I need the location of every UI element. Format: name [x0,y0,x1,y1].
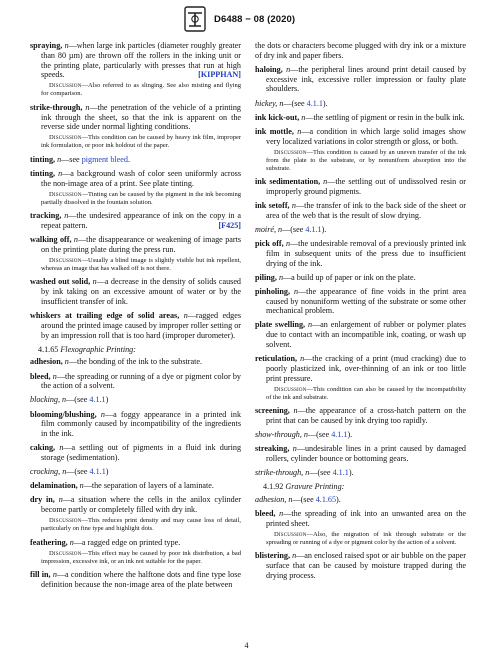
definition-text: —a condition where the halftone dots and fine type lose definition because the non-image area of the plate between [41,570,241,589]
definition-text: —the peripheral lines around print detail caused by excessive ink, excessive roller impression or faulty plate shoulders. [266,64,467,94]
glossary-entry [30,41,241,80]
discussion-note: Discussion—Tinting can be caused by the pigment in the ink becoming partially dissolved in the fountain solution. [41,190,241,206]
term: washed out solid, [30,277,91,287]
glossary-entry [255,354,466,383]
definition-text: —a build up of paper or ink on the plate. [283,272,416,282]
part-of-speech: n [292,444,297,454]
part-of-speech: n [286,64,291,74]
cross-reference-link[interactable]: 4.1.1 [331,430,348,439]
discussion-note: Discussion—This condition can also be caused by the incompatibility of the ink and substrate. [266,385,466,401]
part-of-speech: n [297,126,302,136]
cross-reference-entry: crocking, n—(see 4.1.1) [30,467,109,477]
glossary-entry [255,406,466,426]
part-of-speech: n [52,371,57,381]
cross-reference-entry: strike-through, n—(see 4.1.1). [255,468,354,478]
definition-text: —the cracking of a print (mud cracking) due to poorly plasticized ink, over-thinning of an ink or too little print pressure. [266,354,466,383]
part-of-speech: n [323,177,328,187]
definition-text: —the undesirable removal of a previously printed ink film in subsequent units of the press due to insufficient drying of the ink. [266,239,467,268]
discussion-label: Discussion [49,517,82,525]
term: ink setoff, [255,200,290,210]
term: adhesion, [255,494,287,504]
definition-text: —the settling out of undissolved resin or improperly ground pigments. [266,177,466,196]
part-of-speech: n [307,320,313,330]
part-of-speech: n [293,286,298,296]
definition-text: —an enclosed raised spot or air bubble on the paper surface that can be caused by moisture trapped during the drying process. [266,551,466,580]
discussion-note: Discussion—This reduces print density and may cause loss of detail, particularly on fine type and highlight dots. [41,517,241,533]
page-number: 4 [244,641,249,650]
term: ink sedimentation, [255,177,321,187]
part-of-speech: n [85,102,90,112]
term: show-through, [255,430,302,439]
discussion-label: Discussion [274,530,307,538]
part-of-speech: n [69,537,74,547]
part-of-speech: n [100,409,105,419]
part-of-speech: n [292,551,297,561]
part-of-speech: n [73,235,78,245]
part-of-speech: n [278,272,283,282]
part-of-speech: n [64,211,69,221]
section-heading [30,345,241,355]
definition-text: —a condition in which large solid images show very localized variations in color strength or gloss, or both. [266,126,466,146]
term: moiré, [255,224,276,234]
term: spraying, [30,41,63,50]
definition-text: —a situation where the cells in the anilox cylinder become partly or completely filled with dry ink. [41,495,242,515]
definition-text: —the undesired appearance of ink on the copy in a repeat pattern. [41,211,242,230]
discussion-note: Discussion—Usually a blind image is slightly visible but ink repellent, whereas an image that has walked off is not there. [41,257,241,273]
astm-logo-icon [184,6,206,32]
glossary-entry [30,481,241,491]
glossary-entry [30,357,241,367]
term: screening, [255,406,290,416]
glossary-entry [30,211,241,231]
cross-reference-entry: show-through, n—(see 4.1.1). [255,430,353,439]
term: caking, [30,443,56,453]
glossary-entry [30,570,241,590]
definition-text: —a background wash of color seen uniformly across the non-image area of a print. See plate tinting. [41,168,241,188]
definition-text: —a decrease in the density of solids caused by ink taking on an excessive amount of water or by the insufficient transfer of ink. [41,277,241,306]
definition-text: —an enlargement of rubber or polymer plates due to contact with an incompatible ink, coating, or wash up solvent. [266,320,467,349]
glossary-entry [255,239,466,268]
discussion-label: Discussion [274,385,307,393]
glossary-entry [30,372,241,392]
term: blistering, [255,551,290,561]
term: tracking, [30,211,62,221]
glossary-entry [30,277,241,306]
cross-reference-entry: blocking, n—(see 4.1.1) [30,395,109,405]
definition-text: —the disappearance or weakening of image parts on the printing plate during the press run. [41,235,241,254]
term: blocking, [30,395,61,405]
term: feathering, [30,537,68,547]
part-of-speech: n [183,311,188,321]
glossary-entry [30,311,241,340]
term: delamination, [30,481,78,491]
part-of-speech: n [278,224,283,234]
term: whiskers at trailing edge of solid areas, [30,311,180,321]
glossary-entry [30,235,241,255]
term: blooming/blushing, [30,409,97,419]
discussion-note: Discussion—Also, the migration of ink through substrate or the spreading or running of a dye or pigment color by the action of a solvent. [266,530,466,546]
glossary-entry [30,103,241,132]
part-of-speech: n [64,41,69,50]
part-of-speech: n [301,112,306,122]
cross-reference-entry: hickey, n—(see 4.1.1). [255,98,328,108]
glossary-entry [255,273,466,283]
term: streaking, [255,444,290,454]
cross-reference-entry: adhesion, n—(see 4.1.65). [255,494,341,504]
part-of-speech: n [62,467,67,477]
definition-text: —when large ink particles (diameter roughly greater than 80 µm) are thrown off the rollers in the inking unit or the printing plate, particularly with presses that run at high speeds. [41,41,241,80]
definition-text: —the separation of layers of a laminate. [83,481,214,491]
discussion-label: Discussion [49,134,82,142]
cross-reference-link[interactable]: 4.1.65 [315,494,337,504]
cross-reference-link[interactable]: 4.1.1 [89,467,106,477]
term: pinholing, [255,286,291,296]
term: reticulation, [255,354,298,364]
cross-reference-link[interactable]: 4.1.1 [306,98,323,108]
cross-reference-entry: tinting, n—see pigment bleed. [30,154,130,164]
cross-reference-link[interactable]: pigment bleed [81,154,128,164]
term: hickey, [255,98,278,108]
glossary-entry [255,551,466,580]
term: ink mottle, [255,126,294,136]
glossary-entry [255,444,466,464]
term: tinting, [30,168,56,178]
page-header [0,0,493,40]
glossary-entry [30,443,241,463]
glossary-entry [30,169,241,189]
term: bleed, [255,509,276,519]
part-of-speech: n [64,357,69,367]
term: crocking, [30,467,61,477]
section-title: Gravure Printing: [283,482,345,492]
part-of-speech: n [79,481,84,491]
right-column [255,41,466,585]
definition-text: —the appearance of fine voids in the print area caused by nonuniform wetting of the substrate or some other mechanical problem. [266,286,466,316]
discussion-label: Discussion [49,82,82,90]
cross-reference-entry: moiré, n—(see 4.1.1). [255,224,327,234]
part-of-speech: n [300,354,305,364]
glossary-entry [30,495,241,515]
cross-reference-link[interactable]: 4.1.1 [89,395,106,405]
part-of-speech: n [288,494,293,504]
definition-text: —a ragged edge on printed type. [73,537,181,547]
glossary-entry [255,287,466,316]
glossary-entry [30,410,241,439]
part-of-speech: n [279,509,284,519]
definition-text: —ragged edges around the printed image caused by improper roller setting or by an impression roll that is too hard (improper durometer). [41,311,242,340]
term: plate swelling, [255,320,306,330]
section-title: Flexographic Printing: [58,344,136,354]
glossary-entry [255,127,466,147]
term: haloing, [255,64,283,74]
term: strike-through, [255,468,304,478]
definition-text: —the transfer of ink to the back side of the sheet or area of the web that is the result of slow drying. [266,200,467,220]
part-of-speech: n [57,154,62,164]
term: piling, [255,272,277,282]
definition-text: —a settling out of pigments in a fluid ink during storage (sedimentation). [41,443,242,462]
glossary-entry [30,538,241,548]
term: walking off, [30,235,72,245]
left-column [30,41,241,594]
part-of-speech: n [285,239,290,249]
term: ink kick-out, [255,112,300,122]
cross-reference-link[interactable]: 4.1.1 [332,468,349,478]
definition-continuation: the dots or characters become plugged with dry ink or a mixture of dry ink and paper fibers. [255,41,466,60]
cross-reference-link[interactable]: 4.1.1 [305,224,322,234]
definition-text: —a foggy appearance in a printed ink film commonly caused by incompatibility of the ingredients in the ink. [41,409,242,439]
part-of-speech: n [58,168,63,178]
part-of-speech: n [58,495,63,505]
term: bleed, [30,371,51,381]
glossary-entry [255,320,466,349]
term: fill in, [30,570,51,580]
part-of-speech: n [62,395,67,405]
part-of-speech: n [303,430,308,439]
part-of-speech: n [293,406,298,416]
discussion-label: Discussion [49,549,82,557]
term: tinting, [30,154,56,164]
section-heading [255,482,466,492]
discussion-label: Discussion [49,190,82,198]
definition-text: —undesirable lines in a print caused by damaged rollers, cylinder bounce or bottoming gears. [266,444,466,463]
glossary-entry [255,509,466,529]
section-number: 4.1.92 [263,482,284,492]
part-of-speech: n [92,277,97,287]
part-of-speech: n [279,98,284,108]
part-of-speech: n [305,468,310,478]
section-number: 4.1.65 [38,344,59,354]
glossary-entry [255,201,466,221]
citation-reference[interactable]: [KIPPHAN] [198,70,241,80]
definition-text: —the appearance of a cross-hatch pattern on the print that can be caused by ink drying too rapidly. [266,406,466,425]
citation-reference[interactable]: [F425] [218,220,241,230]
term: strike-through, [30,102,83,112]
discussion-note: Discussion—This effect may be caused by poor ink distribution, a bad impression, excessive ink, or an ink not suitable for the paper. [41,549,241,565]
discussion-note: Discussion—This condition is caused by an uneven transfer of the ink from the plate to the substrate, or by nonuniform absorption into the substrate. [266,148,466,172]
definition-text: —the penetration of the vehicle of a printing ink through the sheet, so that the ink is apparent on the reverse side under normal lighting conditions. [41,102,241,132]
definition-text: —the spreading of ink into an unwanted area on the printed sheet. [266,509,467,528]
definition-text: —the bonding of the ink to the substrate. [68,357,202,367]
discussion-note: Discussion—Also referred to as slinging. See also misting and flying for comparison. [41,82,241,98]
part-of-speech: n [52,570,57,580]
definition-text: —the settling of pigment or resin in the bulk ink. [305,112,465,122]
term: adhesion, [30,357,63,367]
term: pick off, [255,239,284,249]
discussion-label: Discussion [274,148,307,156]
glossary-entry [255,65,466,94]
discussion-note: Discussion—This condition can be caused by heavy ink film, improper ink formulation, or poor ink holdout of the paper. [41,134,241,150]
part-of-speech: n [291,200,296,210]
term: dry in, [30,495,55,505]
discussion-label: Discussion [49,257,82,265]
document-id: D6488 − 08 (2020) [214,14,296,25]
part-of-speech: n [59,443,64,453]
glossary-entry [255,113,466,123]
definition-text: —the spreading or running of a dye or pigment color by the action of a solvent. [41,371,241,391]
glossary-entry [255,177,466,197]
